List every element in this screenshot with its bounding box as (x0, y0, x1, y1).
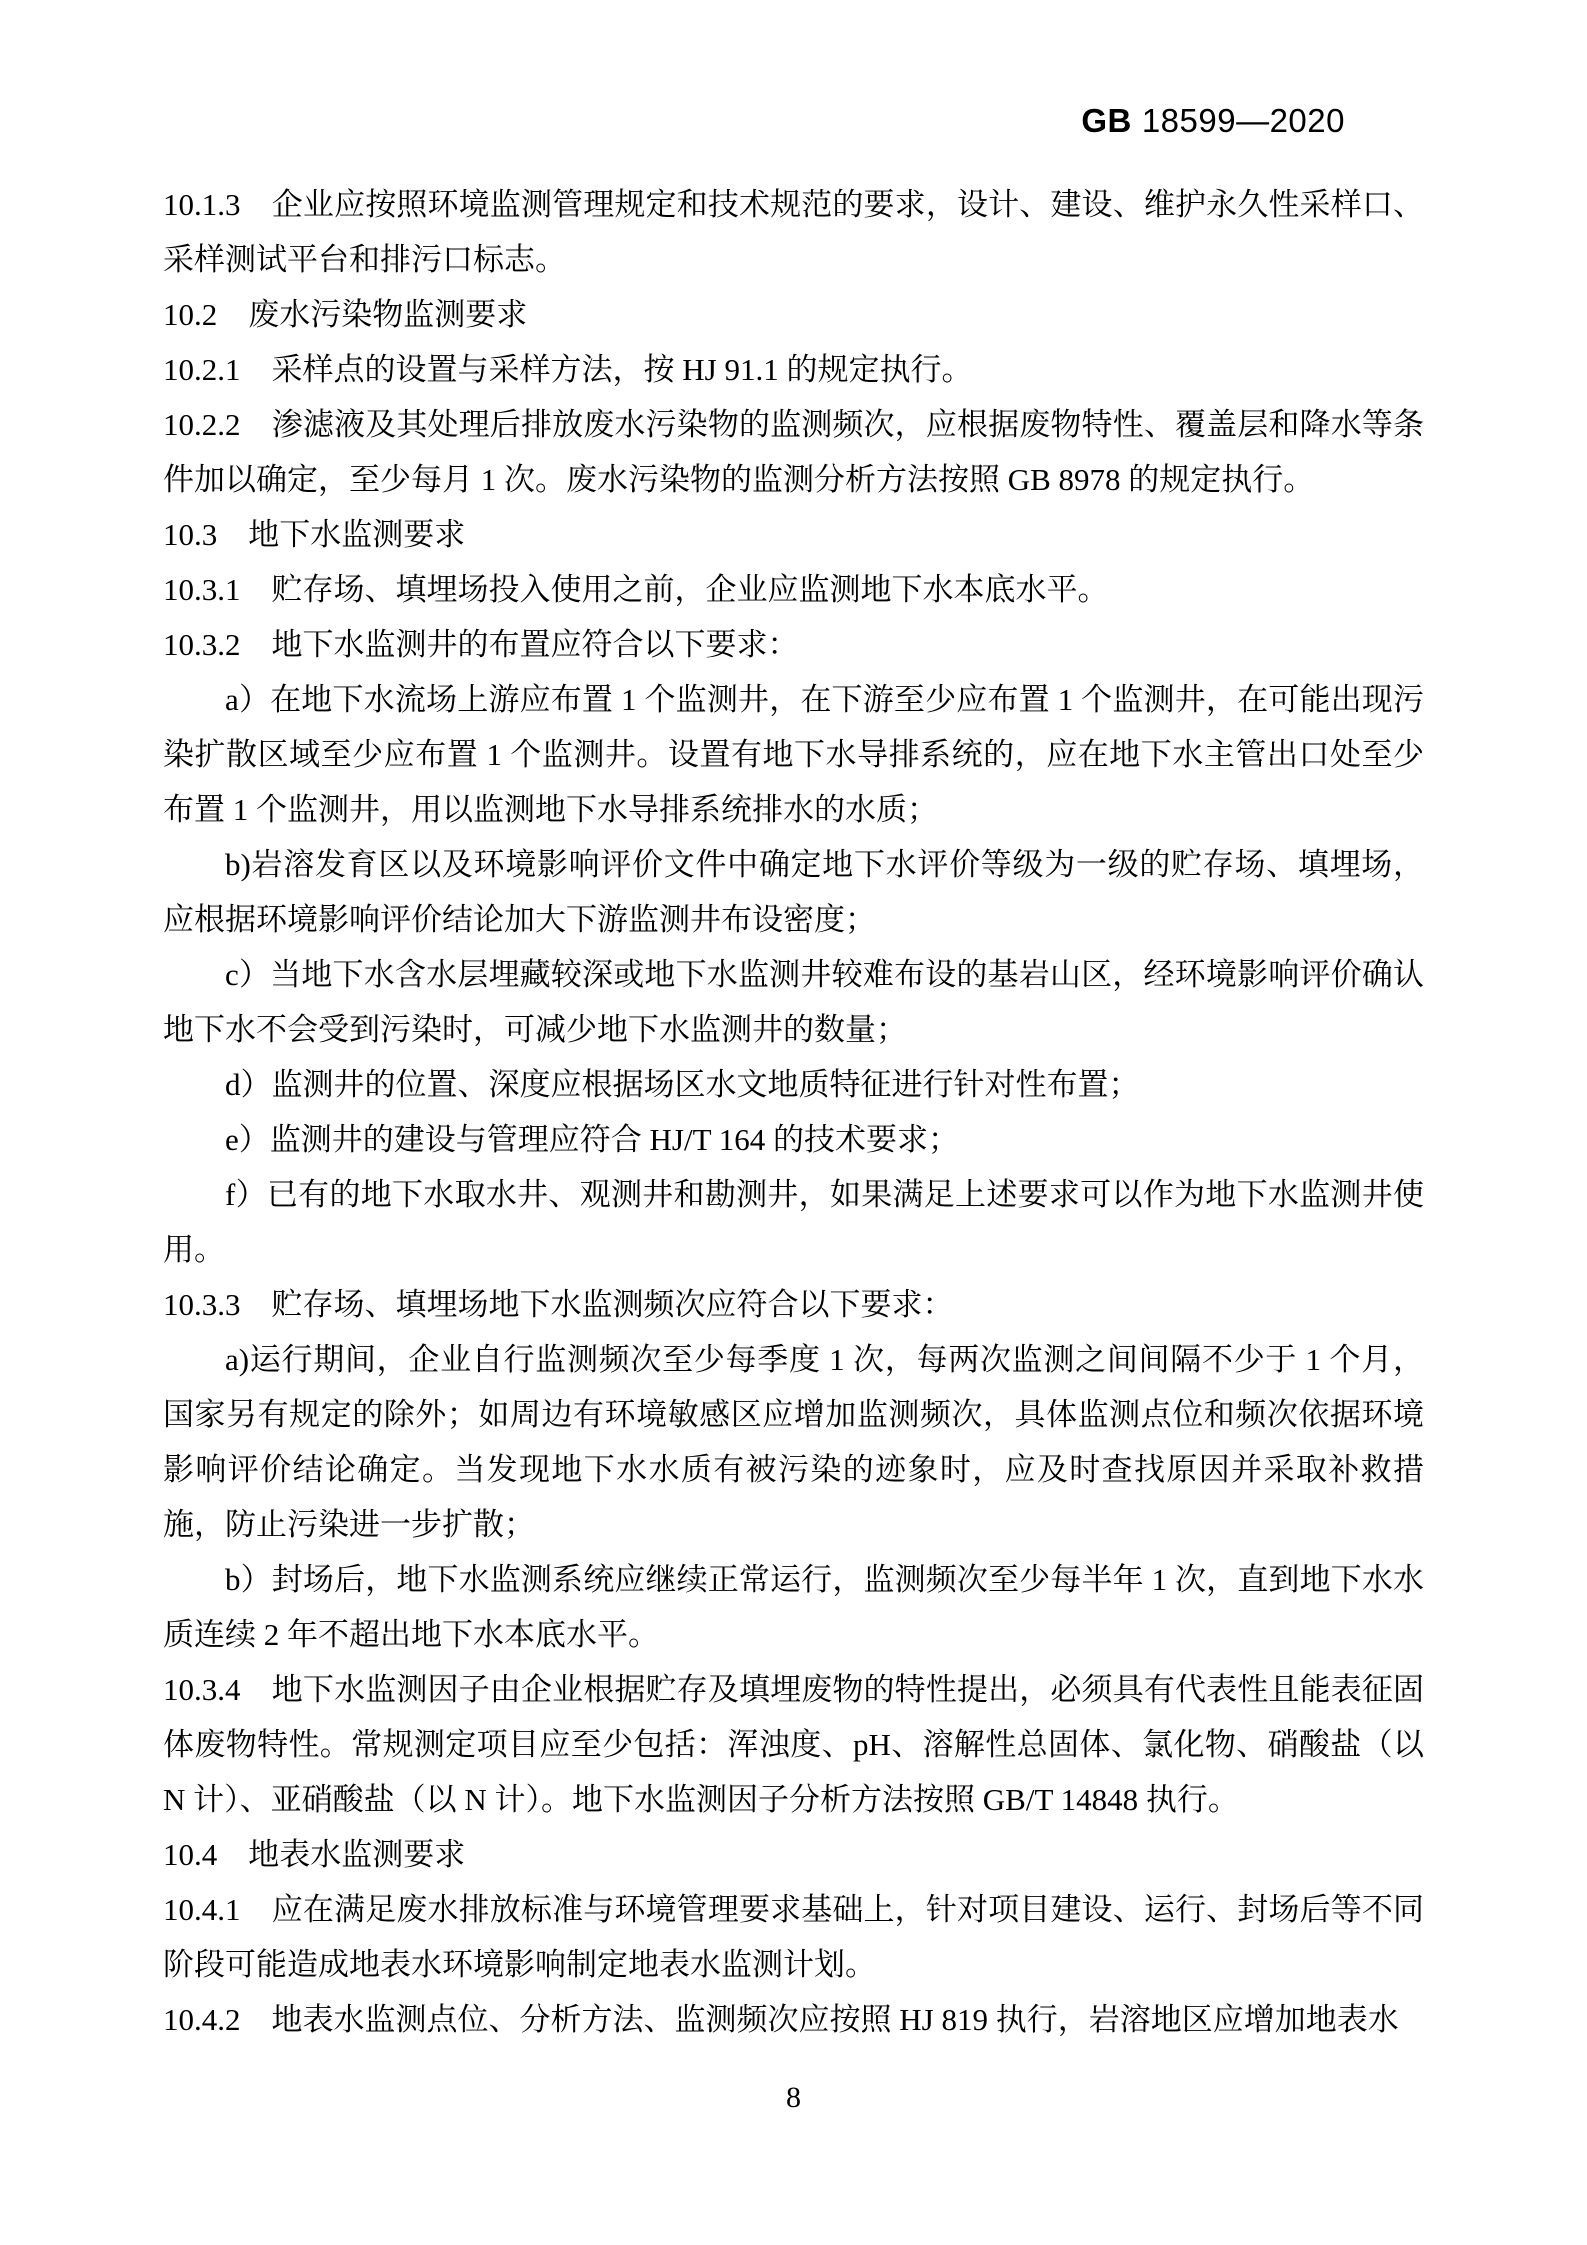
item-10-3-2-e: e）监测井的建设与管理应符合 HJ/T 164 的技术要求； (225, 1122, 959, 1157)
item-10-3-2-f: f）已有的地下水取水井、观测井和勘测井，如果满足上述要求可以作为地下水监测井使用。 (163, 1177, 1424, 1267)
clause-10-4-1: 10.4.1 应在满足废水排放标准与环境管理要求基础上，针对项目建设、运行、封场后等不同阶段可能造成地表水环境影响制定地表水监测计划。 (163, 1892, 1424, 1982)
standard-number-header (1081, 103, 1345, 139)
clause-10-3-3: 10.3.3 贮存场、填埋场地下水监测频次应符合以下要求： (163, 1287, 954, 1322)
clause-10-3-1: 10.3.1 贮存场、填埋场投入使用之前，企业应监测地下水本底水平。 (163, 572, 1109, 607)
clause-10-3-2: 10.3.2 地下水监测井的布置应符合以下要求： (163, 627, 799, 662)
standard-prefix: GB (1081, 102, 1132, 139)
document-body (163, 177, 1424, 2047)
heading-10-3: 10.3 地下水监测要求 (163, 517, 466, 552)
item-10-3-2-d: d）监测井的位置、深度应根据场区水文地质特征进行针对性布置； (225, 1067, 1140, 1102)
item-10-3-2-c: c）当地下水含水层埋藏较深或地下水监测井较难布设的基岩山区，经环境影响评价确认地下水不会受到污染时，可减少地下水监测井的数量； (163, 957, 1424, 1047)
heading-10-2: 10.2 废水污染物监测要求 (163, 297, 528, 332)
item-10-3-2-a: a）在地下水流场上游应布置 1 个监测井，在下游至少应布置 1 个监测井，在可能出现污染扩散区域至少应布置 1 个监测井。设置有地下水导排系统的，应在地下水主管出口处至少布置 1 个监测井，用以监测地下水导排系统排水的水质； (163, 682, 1424, 827)
clause-10-1-3: 10.1.3 企业应按照环境监测管理规定和技术规范的要求，设计、建设、维护永久性采样口、采样测试平台和排污口标志。 (163, 187, 1424, 277)
item-10-3-2-b: b)岩溶发育区以及环境影响评价文件中确定地下水评价等级为一级的贮存场、填埋场，应根据环境影响评价结论加大下游监测井布设密度； (163, 847, 1424, 937)
item-10-3-3-a: a)运行期间，企业自行监测频次至少每季度 1 次，每两次监测之间间隔不少于 1 个月，国家另有规定的除外；如周边有环境敏感区应增加监测频次，具体监测点位和频次依据环境影响评价结论确定。当发现地下水水质有被污染的迹象时，应及时查找原因并采取补救措施，防止污染进一步扩散； (163, 1342, 1424, 1542)
heading-10-4: 10.4 地表水监测要求 (163, 1837, 466, 1872)
clause-10-4-2: 10.4.2 地表水监测点位、分析方法、监测频次应按照 HJ 819 执行，岩溶地区应增加地表水 (163, 2002, 1399, 2037)
standard-code: 18599—2020 (1141, 102, 1345, 139)
item-10-3-3-b: b）封场后，地下水监测系统应继续正常运行，监测频次至少每半年 1 次，直到地下水水质连续 2 年不超出地下水本底水平。 (163, 1562, 1424, 1652)
clause-10-2-2: 10.2.2 渗滤液及其处理后排放废水污染物的监测频次，应根据废物特性、覆盖层和降水等条件加以确定，至少每月 1 次。废水污染物的监测分析方法按照 GB 8978 的规定执行。 (163, 407, 1424, 497)
page-number: 8 (786, 2081, 801, 2114)
clause-10-2-1: 10.2.1 采样点的设置与采样方法，按 HJ 91.1 的规定执行。 (163, 352, 973, 387)
clause-10-3-4: 10.3.4 地下水监测因子由企业根据贮存及填埋废物的特性提出，必须具有代表性且能表征固体废物特性。常规测定项目应至少包括：浑浊度、pH、溶解性总固体、氯化物、硝酸盐（以 N 计）、亚硝酸盐（以 N 计）。地下水监测因子分析方法按照 GB/T 14848 执行。 (163, 1672, 1424, 1817)
